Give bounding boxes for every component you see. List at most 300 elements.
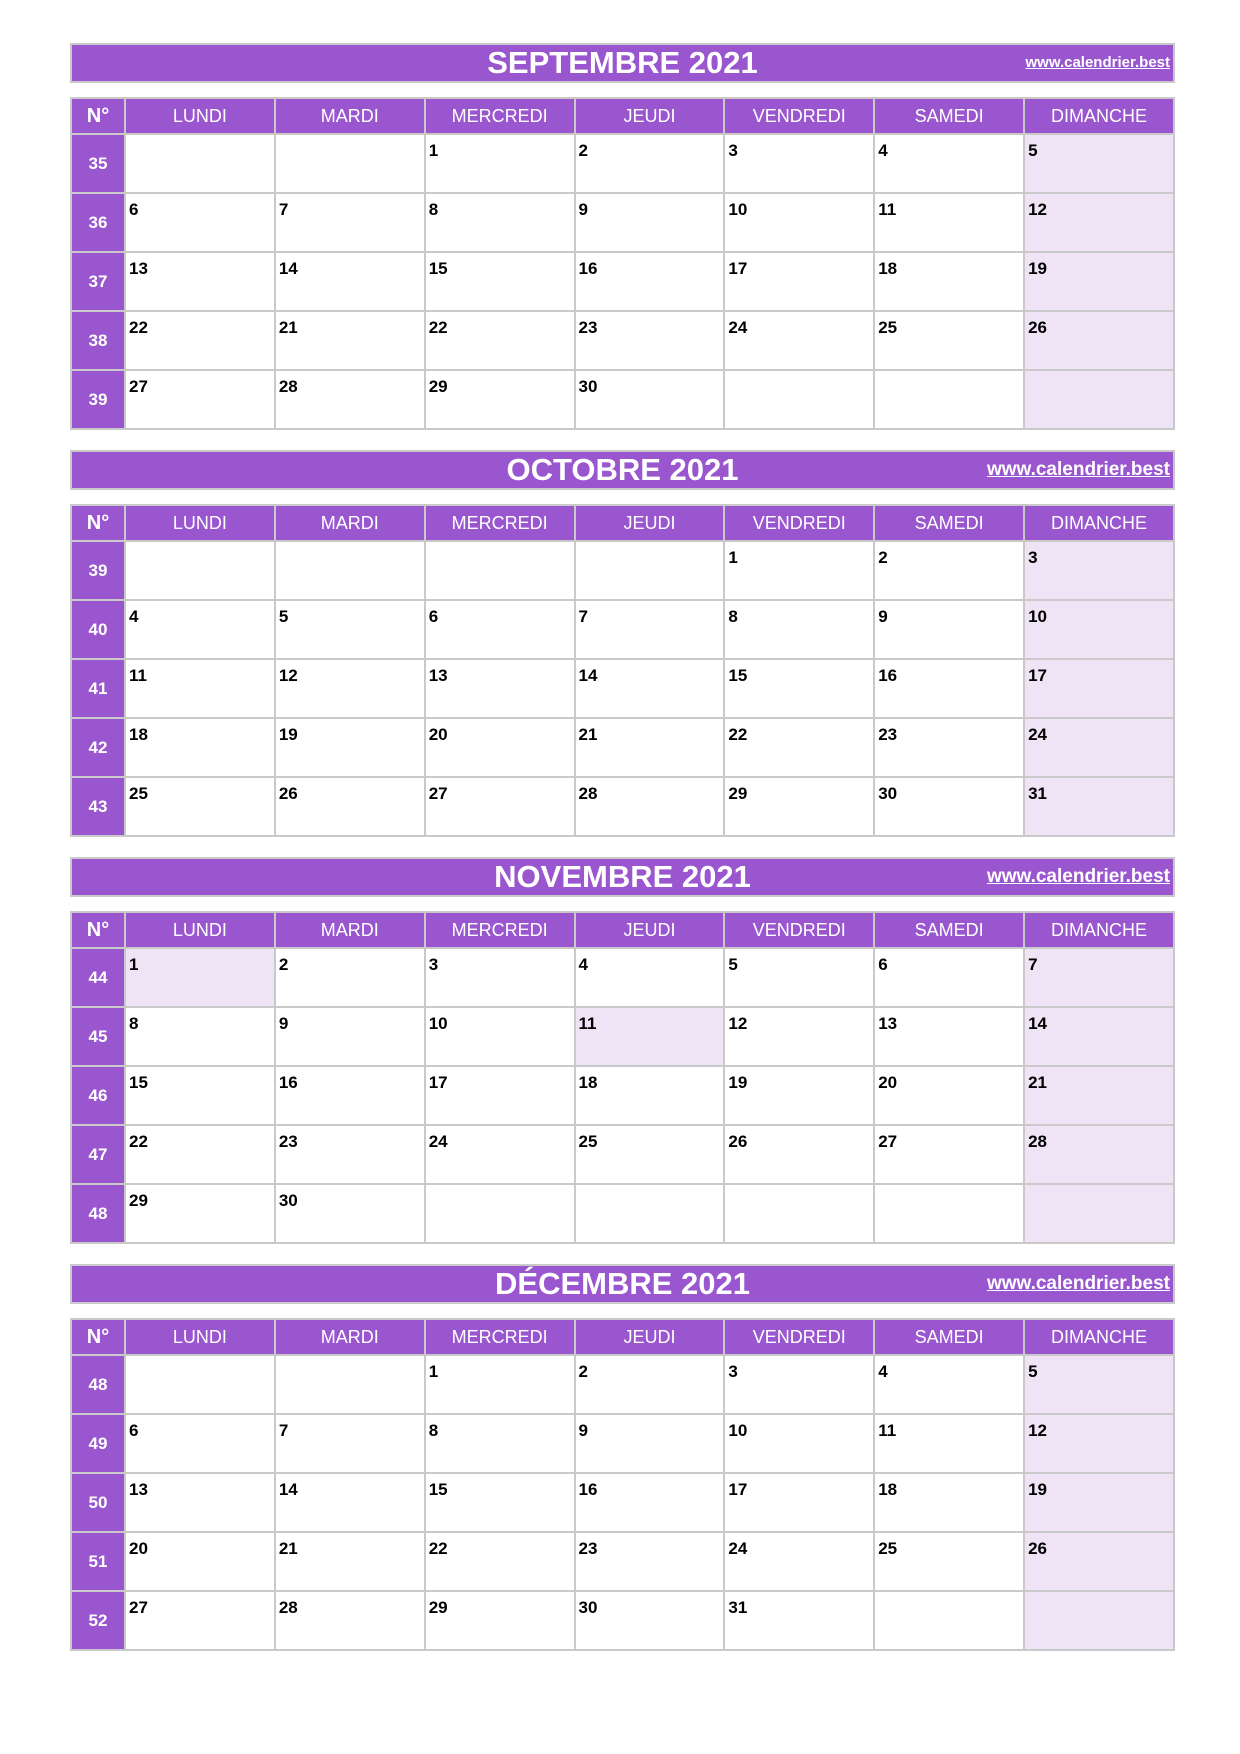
day-cell — [724, 1414, 874, 1473]
day-cell — [125, 1184, 275, 1243]
weekday-header: VENDREDI — [724, 505, 874, 541]
day-cell — [425, 948, 575, 1007]
day-number: 29 — [428, 377, 448, 396]
day-number: 28 — [278, 1598, 298, 1617]
day-number — [725, 1185, 873, 1191]
day-number — [1025, 371, 1173, 377]
day-number: 22 — [129, 1132, 148, 1151]
day-cell — [275, 134, 425, 193]
month-grid — [70, 97, 1175, 430]
week-row — [71, 252, 1174, 311]
month-block — [70, 857, 1175, 1244]
day-number: 1 — [129, 955, 139, 974]
day-cell — [1024, 134, 1174, 193]
day-number: 18 — [129, 725, 148, 744]
day-cell — [724, 1007, 874, 1066]
day-cell — [724, 1591, 874, 1650]
day-number: 3 — [1028, 548, 1038, 567]
website-link[interactable]: www.calendrier.best — [986, 1273, 1170, 1294]
day-number: 23 — [578, 1539, 598, 1558]
day-number: 13 — [129, 259, 148, 278]
day-cell — [425, 777, 575, 836]
day-cell — [724, 370, 874, 429]
day-cell — [874, 311, 1024, 370]
month-title: NOVEMBRE 2021 — [494, 859, 751, 894]
day-number — [725, 371, 873, 377]
day-number: 26 — [278, 784, 298, 803]
day-number: 16 — [578, 259, 598, 278]
day-number: 12 — [1028, 1421, 1047, 1440]
day-cell — [874, 659, 1024, 718]
week-number: 49 — [71, 1414, 125, 1473]
day-number: 6 — [428, 607, 439, 626]
month-title: OCTOBRE 2021 — [506, 452, 739, 487]
weekday-header: MARDI — [275, 98, 425, 134]
day-number: 7 — [278, 1421, 289, 1440]
day-cell — [1024, 1007, 1174, 1066]
day-cell — [425, 252, 575, 311]
day-number: 10 — [728, 200, 748, 219]
day-number: 18 — [878, 1480, 898, 1499]
day-number: 27 — [129, 377, 148, 396]
day-cell — [575, 541, 725, 600]
week-number-header: N° — [71, 505, 125, 541]
weekday-header: SAMEDI — [874, 912, 1024, 948]
month-title: SEPTEMBRE 2021 — [487, 45, 758, 80]
day-number: 16 — [278, 1073, 298, 1092]
week-row — [71, 1473, 1174, 1532]
day-cell — [275, 1414, 425, 1473]
day-cell — [425, 134, 575, 193]
day-cell — [724, 948, 874, 1007]
day-number: 22 — [728, 725, 748, 744]
day-number: 6 — [129, 1421, 139, 1440]
day-cell — [275, 1125, 425, 1184]
day-cell — [575, 1007, 725, 1066]
day-cell — [125, 718, 275, 777]
day-number: 30 — [878, 784, 898, 803]
day-cell — [275, 1473, 425, 1532]
day-cell — [724, 193, 874, 252]
day-number: 14 — [578, 666, 598, 685]
week-row — [71, 1007, 1174, 1066]
day-number: 3 — [728, 141, 738, 160]
day-number: 2 — [578, 141, 588, 160]
weekday-header: LUNDI — [125, 912, 275, 948]
week-row — [71, 311, 1174, 370]
day-cell — [874, 1532, 1024, 1591]
day-number: 13 — [428, 666, 448, 685]
day-cell — [724, 1125, 874, 1184]
calendar-document — [70, 43, 1175, 1671]
day-number: 29 — [129, 1191, 148, 1210]
day-cell — [575, 370, 725, 429]
weekday-header: JEUDI — [575, 98, 725, 134]
day-number: 11 — [878, 1421, 897, 1440]
month-header — [70, 857, 1175, 897]
day-number: 19 — [1028, 1480, 1047, 1499]
day-number: 21 — [278, 1539, 298, 1558]
day-cell — [575, 1125, 725, 1184]
day-cell — [874, 541, 1024, 600]
day-number: 22 — [129, 318, 148, 337]
day-number — [576, 1185, 724, 1191]
day-cell — [125, 1355, 275, 1414]
website-link[interactable]: www.calendrier.best — [986, 459, 1170, 480]
weekday-header: JEUDI — [575, 1319, 725, 1355]
month-block — [70, 1264, 1175, 1651]
week-number: 38 — [71, 311, 125, 370]
weekday-header: JEUDI — [575, 912, 725, 948]
day-cell — [575, 311, 725, 370]
day-cell — [125, 1066, 275, 1125]
week-number: 41 — [71, 659, 125, 718]
day-number: 15 — [129, 1073, 148, 1092]
week-number-header: N° — [71, 98, 125, 134]
day-number — [875, 1592, 1023, 1598]
week-number: 43 — [71, 777, 125, 836]
day-cell — [575, 1414, 725, 1473]
weekday-header: JEUDI — [575, 505, 725, 541]
day-cell — [575, 1355, 725, 1414]
day-number — [1025, 1185, 1173, 1191]
day-cell — [1024, 1532, 1174, 1591]
weekday-header: VENDREDI — [724, 1319, 874, 1355]
day-cell — [1024, 1125, 1174, 1184]
day-cell — [125, 600, 275, 659]
day-cell — [874, 370, 1024, 429]
day-number: 28 — [578, 784, 598, 803]
day-cell — [425, 1007, 575, 1066]
day-number: 14 — [1028, 1014, 1047, 1033]
day-number: 23 — [278, 1132, 298, 1151]
day-cell — [275, 1184, 425, 1243]
day-number: 13 — [129, 1480, 148, 1499]
day-number: 20 — [428, 725, 448, 744]
day-number — [126, 542, 274, 548]
day-number — [276, 135, 424, 141]
day-number: 4 — [878, 1362, 888, 1381]
day-number: 18 — [578, 1073, 598, 1092]
day-number: 16 — [578, 1480, 598, 1499]
weekday-header: MERCREDI — [425, 98, 575, 134]
weekday-header: MARDI — [275, 505, 425, 541]
day-cell — [425, 311, 575, 370]
day-cell — [724, 777, 874, 836]
day-number: 17 — [728, 1480, 748, 1499]
day-number: 8 — [428, 200, 439, 219]
day-number: 4 — [129, 607, 139, 626]
day-number: 5 — [278, 607, 289, 626]
day-number — [426, 542, 574, 548]
day-number: 9 — [278, 1014, 289, 1033]
week-number: 35 — [71, 134, 125, 193]
day-number — [426, 1185, 574, 1191]
day-number: 6 — [878, 955, 888, 974]
day-cell — [275, 1532, 425, 1591]
day-number: 24 — [1028, 725, 1047, 744]
day-number: 25 — [129, 784, 148, 803]
day-number: 6 — [129, 200, 139, 219]
day-cell — [275, 1355, 425, 1414]
month-header — [70, 43, 1175, 83]
day-number: 3 — [728, 1362, 738, 1381]
day-number: 2 — [878, 548, 888, 567]
day-number: 21 — [278, 318, 298, 337]
day-cell — [724, 1355, 874, 1414]
day-cell — [874, 1355, 1024, 1414]
month-title: DÉCEMBRE 2021 — [495, 1266, 750, 1301]
day-number: 10 — [1028, 607, 1047, 626]
day-number: 31 — [1028, 784, 1047, 803]
day-cell — [275, 311, 425, 370]
day-cell — [125, 311, 275, 370]
month-block — [70, 43, 1175, 430]
day-cell — [425, 1591, 575, 1650]
day-number: 8 — [728, 607, 738, 626]
day-number: 28 — [278, 377, 298, 396]
day-cell — [425, 1414, 575, 1473]
day-number: 21 — [578, 725, 598, 744]
weekday-header-row — [71, 98, 1174, 134]
day-cell — [425, 1125, 575, 1184]
day-cell — [125, 1414, 275, 1473]
week-row — [71, 1066, 1174, 1125]
day-cell — [125, 370, 275, 429]
day-cell — [1024, 1473, 1174, 1532]
day-number — [126, 135, 274, 141]
day-cell — [275, 600, 425, 659]
day-cell — [874, 134, 1024, 193]
week-number: 36 — [71, 193, 125, 252]
day-number: 7 — [1028, 955, 1038, 974]
day-cell — [724, 1066, 874, 1125]
day-cell — [874, 1184, 1024, 1243]
day-number: 21 — [1028, 1073, 1047, 1092]
week-number-header: N° — [71, 912, 125, 948]
month-grid — [70, 1318, 1175, 1651]
day-number: 5 — [1028, 141, 1038, 160]
day-number: 30 — [578, 1598, 598, 1617]
day-number: 19 — [1028, 259, 1047, 278]
weekday-header: VENDREDI — [724, 98, 874, 134]
day-number: 2 — [578, 1362, 588, 1381]
day-number: 31 — [728, 1598, 748, 1617]
day-number: 24 — [728, 1539, 748, 1558]
week-row — [71, 1355, 1174, 1414]
day-cell — [1024, 1184, 1174, 1243]
day-number: 27 — [878, 1132, 898, 1151]
day-cell — [1024, 1414, 1174, 1473]
day-number: 9 — [578, 1421, 588, 1440]
day-cell — [275, 948, 425, 1007]
week-row — [71, 1591, 1174, 1650]
day-cell — [275, 1591, 425, 1650]
day-number — [276, 1356, 424, 1362]
day-number: 14 — [278, 259, 298, 278]
day-cell — [425, 1532, 575, 1591]
day-cell — [874, 1414, 1024, 1473]
day-cell — [125, 541, 275, 600]
day-cell — [275, 193, 425, 252]
day-cell — [724, 311, 874, 370]
day-number: 1 — [428, 141, 439, 160]
weekday-header: MERCREDI — [425, 912, 575, 948]
week-row — [71, 1125, 1174, 1184]
day-cell — [575, 134, 725, 193]
day-cell — [575, 1532, 725, 1591]
day-number: 26 — [1028, 1539, 1047, 1558]
day-cell — [874, 718, 1024, 777]
day-cell — [125, 1532, 275, 1591]
day-number: 22 — [428, 1539, 448, 1558]
day-cell — [1024, 370, 1174, 429]
day-number: 13 — [878, 1014, 898, 1033]
day-cell — [575, 600, 725, 659]
month-header — [70, 450, 1175, 490]
week-number: 45 — [71, 1007, 125, 1066]
day-number: 27 — [428, 784, 448, 803]
day-number: 8 — [428, 1421, 439, 1440]
day-cell — [125, 193, 275, 252]
day-cell — [874, 600, 1024, 659]
day-number: 26 — [728, 1132, 748, 1151]
weekday-header: LUNDI — [125, 98, 275, 134]
day-cell — [125, 948, 275, 1007]
day-number: 25 — [878, 318, 898, 337]
month-grid — [70, 504, 1175, 837]
day-number: 4 — [578, 955, 588, 974]
day-cell — [425, 1184, 575, 1243]
day-number: 10 — [728, 1421, 748, 1440]
week-number: 48 — [71, 1184, 125, 1243]
weekday-header: SAMEDI — [874, 98, 1024, 134]
day-cell — [874, 1591, 1024, 1650]
day-cell — [1024, 718, 1174, 777]
website-link[interactable]: www.calendrier.best — [986, 866, 1170, 887]
day-cell — [1024, 600, 1174, 659]
day-number — [126, 1356, 274, 1362]
day-number: 11 — [878, 200, 897, 219]
day-number: 4 — [878, 141, 888, 160]
day-number: 30 — [278, 1191, 298, 1210]
weekday-header-row — [71, 1319, 1174, 1355]
website-link[interactable]: www.calendrier.best — [1025, 54, 1170, 71]
day-cell — [425, 541, 575, 600]
day-cell — [125, 252, 275, 311]
day-number: 24 — [428, 1132, 448, 1151]
weekday-header: VENDREDI — [724, 912, 874, 948]
day-cell — [575, 718, 725, 777]
day-cell — [874, 252, 1024, 311]
day-cell — [1024, 948, 1174, 1007]
week-number: 46 — [71, 1066, 125, 1125]
day-cell — [1024, 541, 1174, 600]
day-cell — [425, 600, 575, 659]
week-row — [71, 777, 1174, 836]
day-cell — [1024, 311, 1174, 370]
day-cell — [874, 193, 1024, 252]
week-row — [71, 1184, 1174, 1243]
day-cell — [874, 777, 1024, 836]
day-cell — [575, 1184, 725, 1243]
day-cell — [1024, 1591, 1174, 1650]
weekday-header: DIMANCHE — [1024, 1319, 1174, 1355]
day-cell — [724, 1184, 874, 1243]
day-cell — [575, 252, 725, 311]
week-number: 44 — [71, 948, 125, 1007]
day-number: 17 — [1028, 666, 1047, 685]
day-cell — [425, 1473, 575, 1532]
week-row — [71, 370, 1174, 429]
day-number: 18 — [878, 259, 898, 278]
day-number: 3 — [428, 955, 439, 974]
month-grid — [70, 911, 1175, 1244]
day-cell — [724, 659, 874, 718]
day-number: 23 — [878, 725, 898, 744]
day-number: 15 — [728, 666, 748, 685]
day-number: 19 — [728, 1073, 748, 1092]
day-cell — [275, 659, 425, 718]
day-cell — [874, 1125, 1024, 1184]
weekday-header: SAMEDI — [874, 505, 1024, 541]
day-cell — [125, 1007, 275, 1066]
day-number — [875, 371, 1023, 377]
day-number: 9 — [578, 200, 588, 219]
day-number — [875, 1185, 1023, 1191]
day-number: 28 — [1028, 1132, 1047, 1151]
day-number — [276, 542, 424, 548]
day-cell — [874, 1066, 1024, 1125]
day-number: 2 — [278, 955, 289, 974]
day-number: 5 — [1028, 1362, 1038, 1381]
day-cell — [275, 541, 425, 600]
day-number: 12 — [278, 666, 298, 685]
day-cell — [724, 1473, 874, 1532]
day-number: 10 — [428, 1014, 448, 1033]
day-number: 16 — [878, 666, 898, 685]
day-cell — [125, 1591, 275, 1650]
day-number: 25 — [878, 1539, 898, 1558]
day-cell — [874, 1007, 1024, 1066]
day-cell — [425, 1066, 575, 1125]
day-cell — [125, 1125, 275, 1184]
day-cell — [275, 252, 425, 311]
week-number: 52 — [71, 1591, 125, 1650]
week-number: 40 — [71, 600, 125, 659]
weekday-header: MARDI — [275, 912, 425, 948]
day-number: 30 — [578, 377, 598, 396]
day-cell — [275, 718, 425, 777]
day-number: 15 — [428, 1480, 448, 1499]
week-number-header: N° — [71, 1319, 125, 1355]
weekday-header: MERCREDI — [425, 505, 575, 541]
day-cell — [575, 659, 725, 718]
month-header — [70, 1264, 1175, 1304]
day-number: 14 — [278, 1480, 298, 1499]
day-number: 25 — [578, 1132, 598, 1151]
day-cell — [1024, 193, 1174, 252]
day-number: 7 — [278, 200, 289, 219]
week-row — [71, 134, 1174, 193]
week-row — [71, 1414, 1174, 1473]
day-number — [576, 542, 724, 548]
day-cell — [1024, 1355, 1174, 1414]
week-number: 48 — [71, 1355, 125, 1414]
week-row — [71, 948, 1174, 1007]
day-number: 5 — [728, 955, 738, 974]
day-cell — [425, 718, 575, 777]
